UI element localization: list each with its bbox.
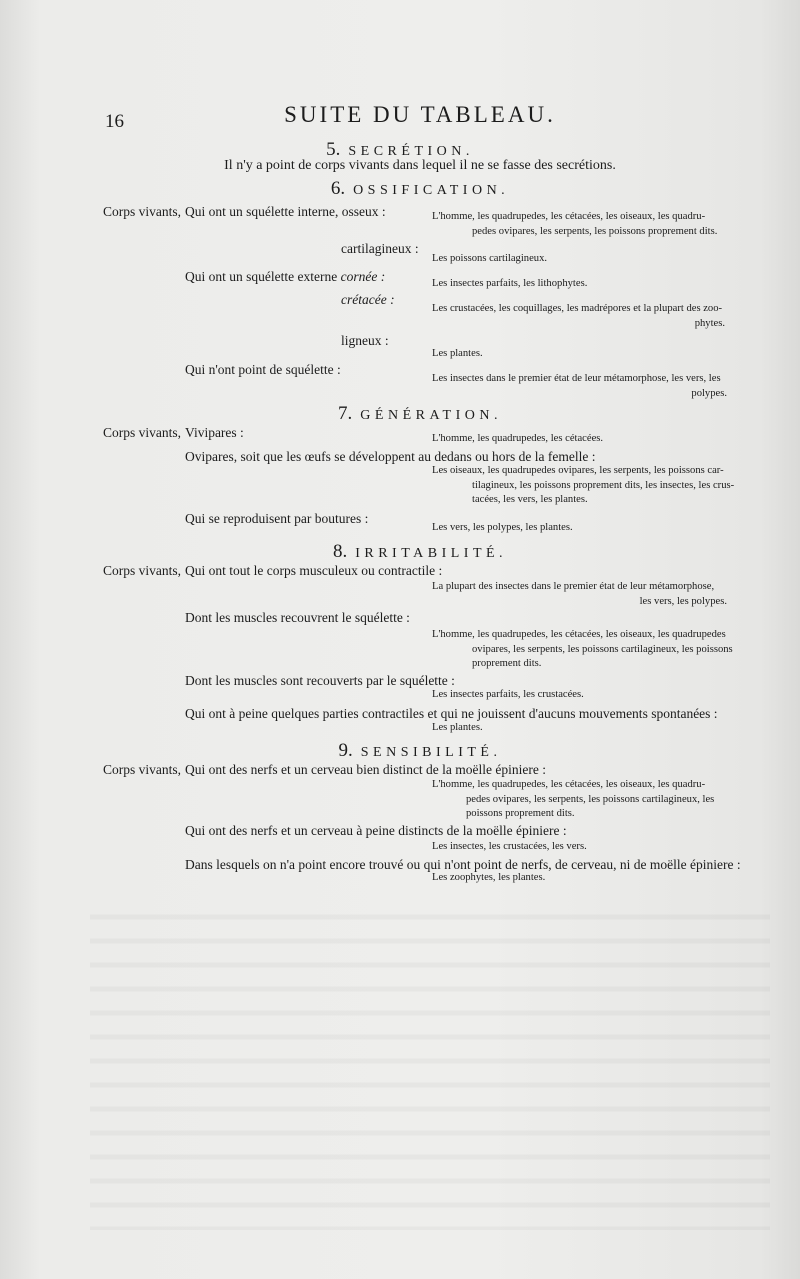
category-label: Qui ont des nerfs et un cerveau à peine distincts de la moëlle épiniere : — [185, 823, 567, 838]
section-title: OSSIFICATION. — [353, 183, 510, 198]
category-members: Les zoophytes, les plantes. — [432, 872, 546, 883]
section-number: 8. — [332, 541, 348, 562]
section-heading-generation — [20, 403, 800, 425]
category-label: Ovipares, soit que les œufs se développent au dedans ou hors de la femelle : — [185, 449, 596, 464]
category-members: Les plantes. — [432, 348, 483, 359]
category-label: Qui ont à peine quelques parties contractiles et qui ne jouissent d'aucuns mouvements spontanées : — [185, 706, 718, 721]
category-members: Les insectes dans le premier état de leur métamorphose, les vers, les polypes. — [432, 373, 727, 399]
category-label: Qui ont tout le corps musculeux ou contractile : — [185, 563, 443, 578]
category-members: Les vers, les polypes, les plantes. — [432, 522, 573, 533]
category-members: Les insectes parfaits, les lithophytes. — [432, 278, 588, 289]
category-members: L'homme, les quadrupedes, les cétacées, les oiseaux, les quadrupedes ovipares, les serpents, les poissons cartilagineux, les poissons proprement dits. — [432, 629, 733, 669]
group-label: Corps vivants, — [103, 204, 182, 219]
section-title: GÉNÉRATION. — [360, 408, 502, 423]
section-heading-ossification — [20, 178, 800, 200]
group-label: Corps vivants, — [103, 563, 182, 578]
category-members: L'homme, les quadrupedes, les cétacées, les oiseaux, les quadru- pedes ovipares, les serpents, les poissons cartilagineux, les poissons proprement dits. — [432, 779, 715, 819]
section-title: SENSIBILITÉ. — [360, 745, 502, 760]
group-label: Corps vivants, — [103, 425, 182, 440]
category-label: Dont les muscles sont recouverts par le squélette : — [185, 673, 455, 688]
category-label: cartilagineux : — [341, 241, 419, 256]
category-label: Qui ont un squélette externe cornée : — [185, 269, 386, 284]
section-title: SECRÉTION. — [348, 144, 474, 159]
category-label: Dans lesquels on n'a point encore trouvé ou qui n'ont point de nerfs, de cerveau, ni de moëlle épiniere : — [185, 857, 741, 872]
category-label: Dont les muscles recouvrent le squélette : — [185, 610, 410, 625]
section-number: 9. — [338, 740, 353, 761]
category-members: L'homme, les quadrupedes, les cétacées. — [432, 433, 604, 444]
secretion-note: Il n'y a point de corps vivants dans lequel il ne se fasse des secrétions. — [224, 158, 616, 173]
section-heading-irritabilite — [20, 541, 800, 563]
category-label: ligneux : — [341, 333, 389, 348]
category-label: Qui se reproduisent par boutures : — [185, 511, 369, 526]
page-number: 16 — [105, 111, 124, 132]
category-members: Les plantes. — [432, 722, 483, 733]
category-members: Les insectes, les crustacées, les vers. — [432, 841, 587, 852]
bleed-through-texture — [90, 900, 770, 1230]
section-number: 7. — [338, 403, 353, 424]
category-members: Les crustacées, les coquillages, les madrépores et la plupart des zoo- phytes. — [432, 303, 725, 329]
category-label: crétacée : — [341, 292, 395, 307]
category-label: Qui ont des nerfs et un cerveau bien distinct de la moëlle épiniere : — [185, 762, 546, 777]
page-title: SUITE DU TABLEAU. — [284, 102, 556, 127]
category-label: Qui n'ont point de squélette : — [185, 362, 341, 377]
category-members: Les poissons cartilagineux. — [432, 253, 548, 264]
category-label: Vivipares : — [185, 425, 244, 440]
group-label: Corps vivants, — [103, 762, 182, 777]
category-members: L'homme, les quadrupedes, les cétacées, les oiseaux, les quadru- pedes ovipares, les serpents, les poissons proprement dits. — [432, 211, 718, 237]
category-members: Les insectes parfaits, les crustacées. — [432, 689, 584, 700]
section-number: 6. — [330, 178, 346, 199]
section-title: IRRITABILITÉ. — [355, 546, 508, 561]
section-heading-sensibilite — [20, 740, 800, 762]
category-members: La plupart des insectes dans le premier état de leur métamorphose, les vers, les polypes. — [432, 581, 727, 607]
category-label: Qui ont un squélette interne, osseux : — [185, 204, 386, 219]
section-number: 5. — [326, 139, 341, 160]
category-members: Les oiseaux, les quadrupedes ovipares, les serpents, les poissons car- tilagineux, les poissons proprement dits, les insectes, les crus- tacées, les vers, les plantes. — [432, 465, 735, 505]
